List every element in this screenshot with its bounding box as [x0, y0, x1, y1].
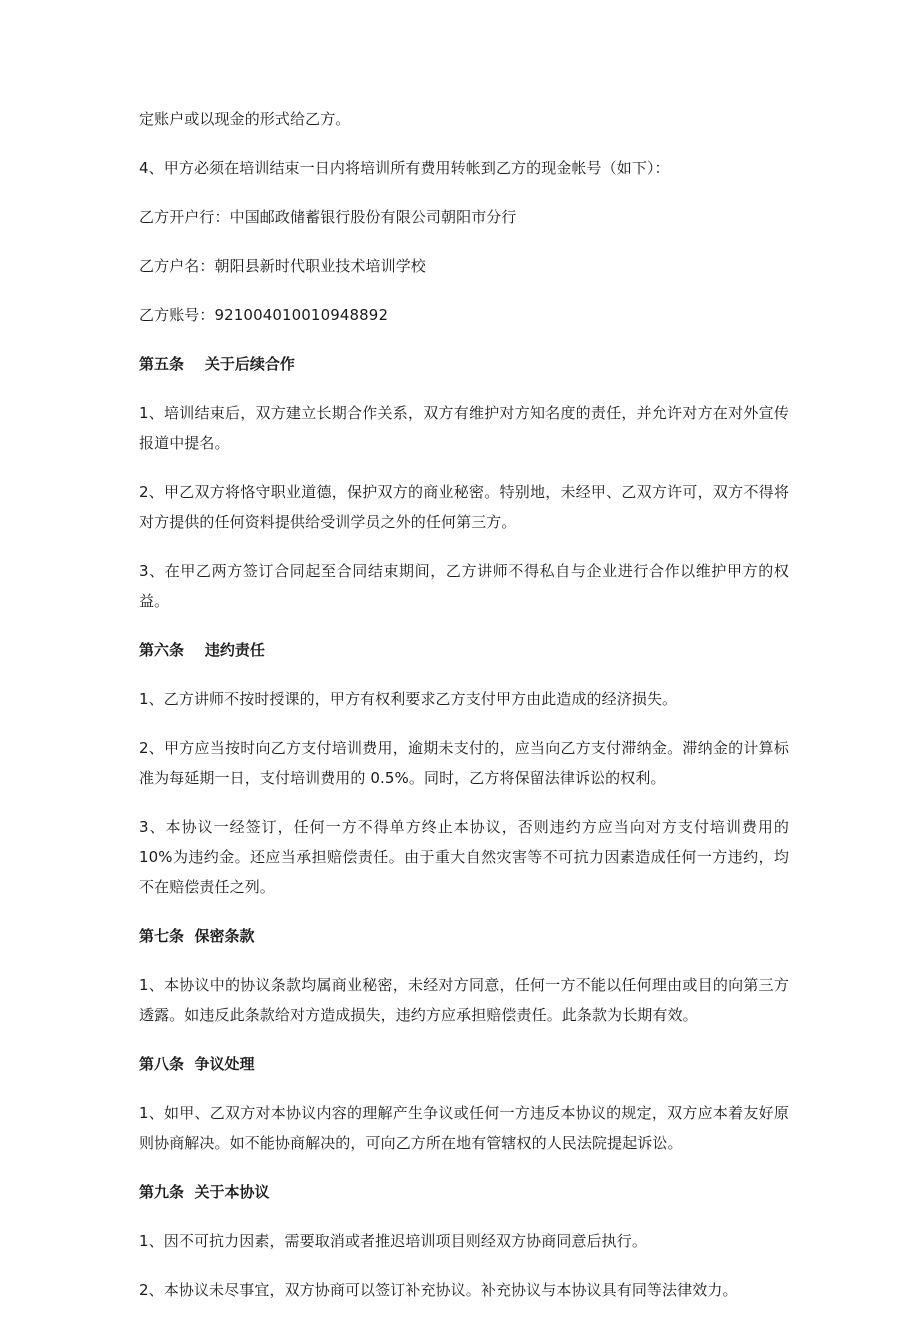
article-5-clause-1: 1、培训结束后，双方建立长期合作关系，双方有维护对方知名度的责任，并允许对方在对外宣传报道中提名。 [139, 404, 789, 452]
article-5-clause-2: 2、甲乙双方将恪守职业道德，保护双方的商业秘密。特别地，未经甲、乙双方许可，双方不得将对方提供的任何资料提供给受训学员之外的任何第三方。 [139, 483, 789, 531]
article-8-clause-1: 1、如甲、乙双方对本协议内容的理解产生争议或任何一方违反本协议的规定，双方应本着友好原则协商解决。如不能协商解决的，可向乙方所在地有管辖权的人民法院提起诉讼。 [139, 1104, 789, 1152]
heading-article-8: 第八条 争议处理 [139, 1055, 255, 1073]
heading-article-9: 第九条 关于本协议 [139, 1183, 270, 1201]
bank-name: 乙方开户行：中国邮政储蓄银行股份有限公司朝阳市分行 [139, 208, 517, 226]
account-number: 乙方账号：921004010010948892 [139, 306, 389, 324]
article-6-clause-2: 2、甲方应当按时向乙方支付培训费用，逾期未支付的，应当向乙方支付滞纳金。滞纳金的计算标准为每延期一日，支付培训费用的 0.5%。同时，乙方将保留法律诉讼的权利。 [139, 739, 789, 787]
article-9-clause-1: 1、因不可抗力因素，需要取消或者推迟培训项目则经双方协商同意后执行。 [139, 1232, 647, 1250]
account-name: 乙方户名：朝阳县新时代职业技术培训学校 [139, 257, 426, 275]
heading-article-7: 第七条 保密条款 [139, 927, 255, 945]
paragraph-continuation: 定账户或以现金的形式给乙方。 [139, 110, 351, 128]
article-5-clause-3: 3、在甲乙两方签订合同起至合同结束期间，乙方讲师不得私自与企业进行合作以维护甲方的权益。 [139, 562, 789, 610]
clause-4-payment: 4、甲方必须在培训结束一日内将培训所有费用转帐到乙方的现金帐号（如下）： [139, 159, 670, 177]
article-7-clause-1: 1、本协议中的协议条款均属商业秘密，未经对方同意，任何一方不能以任何理由或目的向第三方透露。如违反此条款给对方造成损失，违约方应承担赔偿责任。此条款为长期有效。 [139, 976, 789, 1024]
document-page [139, 104, 789, 1324]
heading-article-5: 第五条 关于后续合作 [139, 355, 295, 373]
article-6-clause-3: 3、本协议一经签订，任何一方不得单方终止本协议，否则违约方应当向对方支付培训费用的 10%为违约金。还应当承担赔偿责任。由于重大自然灾害等不可抗力因素造成任何一方违约，均不在赔偿责任之列。 [139, 818, 789, 896]
article-9-clause-2: 2、本协议未尽事宜，双方协商可以签订补充协议。补充协议与本协议具有同等法律效力。 [139, 1281, 738, 1299]
article-6-clause-1: 1、乙方讲师不按时授课的，甲方有权利要求乙方支付甲方由此造成的经济损失。 [139, 690, 678, 708]
heading-article-6: 第六条 违约责任 [139, 641, 265, 659]
